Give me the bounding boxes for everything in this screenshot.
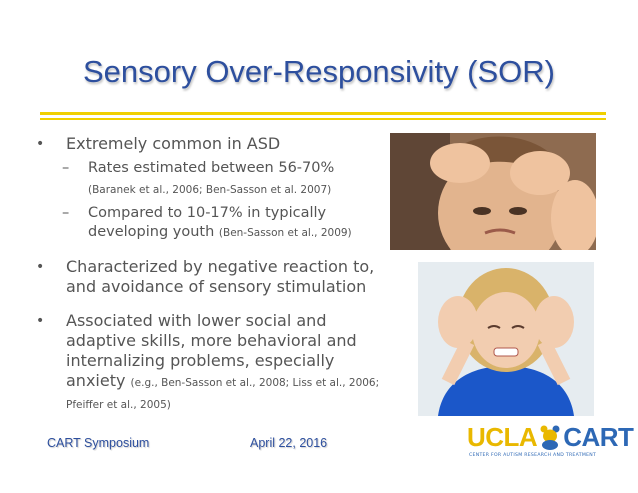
logo-cart: CART bbox=[563, 422, 634, 452]
sub-bullet-dash: – bbox=[62, 160, 70, 176]
bullet-text: anxiety bbox=[66, 371, 126, 390]
citation: (e.g., Ben-Sasson et al., 2008; Liss et al., 2006; bbox=[130, 377, 380, 389]
bullet-item bbox=[24, 134, 424, 154]
sub-bullet-text: Compared to 10-17% in typically bbox=[88, 205, 327, 221]
child-photo-top-illustration bbox=[390, 133, 596, 250]
slide-title: Sensory Over-Responsivity (SOR) bbox=[82, 54, 555, 89]
sub-bullet-dash: – bbox=[62, 205, 70, 221]
child-photo-bottom bbox=[418, 262, 594, 416]
bullet-text: Extremely common in ASD bbox=[66, 134, 281, 153]
bear-icon bbox=[537, 424, 563, 450]
bullet-text: adaptive skills, more behavioral and bbox=[66, 331, 357, 350]
bullet-dot: • bbox=[36, 136, 45, 152]
sub-bullet-item bbox=[24, 204, 424, 243]
logo-wordmark bbox=[467, 422, 633, 453]
citation: (Baranek et al., 2006; Ben-Sasson et al. 2007) bbox=[88, 184, 332, 196]
title-rule-top bbox=[40, 112, 606, 115]
title-rule-bottom bbox=[40, 118, 606, 120]
footer-event: CART Symposium bbox=[47, 436, 150, 450]
logo-ucla: UCLA bbox=[467, 422, 538, 452]
bullet-text: Associated with lower social and bbox=[66, 311, 327, 330]
child-photo-top bbox=[390, 133, 596, 250]
citation: (Ben-Sasson et al., 2009) bbox=[218, 227, 352, 239]
bullet-text: and avoidance of sensory stimulation bbox=[66, 277, 367, 296]
bullet-item bbox=[24, 257, 424, 297]
child-photo-bottom-illustration bbox=[418, 262, 594, 416]
ucla-cart-logo bbox=[467, 422, 634, 462]
bullet-text: Characterized by negative reaction to, bbox=[66, 257, 375, 276]
sub-bullet-item bbox=[24, 159, 424, 178]
bullet-dot: • bbox=[36, 259, 45, 275]
bullet-list bbox=[24, 134, 424, 415]
bullet-text: internalizing problems, especially bbox=[66, 351, 335, 370]
footer-date: April 22, 2016 bbox=[250, 436, 328, 450]
bullet-item bbox=[24, 311, 424, 415]
sub-bullet-text: developing youth bbox=[88, 224, 215, 240]
bullet-dot: • bbox=[36, 313, 45, 329]
logo-tagline: CENTER FOR AUTISM RESEARCH AND TREATMENT bbox=[469, 453, 597, 458]
sub-bullet-text: Rates estimated between 56-70% bbox=[88, 160, 335, 176]
citation: Pfeiffer et al., 2005) bbox=[66, 399, 171, 411]
